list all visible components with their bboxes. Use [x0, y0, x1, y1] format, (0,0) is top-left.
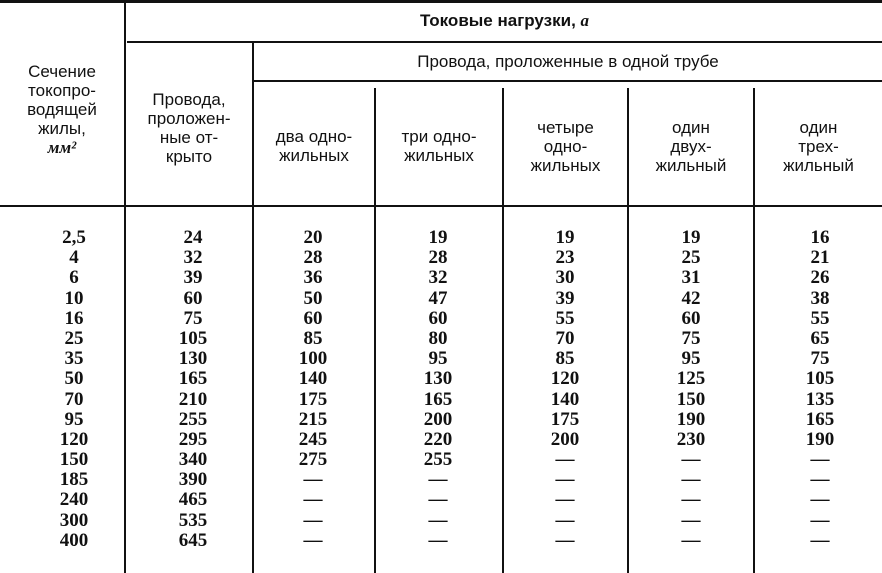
three-single-line-1: три одно-	[401, 127, 477, 146]
table-cell: 47	[428, 287, 448, 309]
table-cell: 240	[59, 489, 89, 511]
table-cell: 19	[681, 227, 701, 248]
table-cell: 645	[178, 529, 208, 551]
column-two-single	[253, 228, 373, 551]
table-cell: —	[810, 509, 830, 531]
table-cell: 19	[428, 227, 448, 248]
two-single-line-1: два одно-	[275, 127, 353, 146]
table-cell: —	[428, 509, 448, 531]
table-cell: 275	[298, 449, 328, 471]
table-cell: 55	[810, 307, 830, 329]
table-cell: 32	[428, 267, 448, 289]
table-cell: —	[303, 509, 323, 531]
section-label-line-4: жилы,	[38, 119, 86, 138]
section-label-line-2: токопро-	[28, 81, 96, 100]
table-cell: 36	[303, 267, 323, 289]
table-cell: 21	[810, 247, 830, 269]
table-cell: 19	[555, 227, 575, 248]
one-three-core-header	[755, 118, 882, 175]
table-cell: 300	[59, 509, 89, 531]
table-cell: 215	[298, 408, 328, 430]
table-cell: —	[681, 469, 701, 491]
table-cell: 120	[550, 368, 580, 390]
current-loads-label: Токовые нагрузки,	[419, 11, 576, 30]
table-cell: 105	[805, 368, 835, 390]
one-two-core-line-1: один	[672, 118, 710, 137]
two-single-header	[254, 127, 374, 165]
column-three-single	[378, 228, 498, 551]
table-cell: —	[303, 529, 323, 551]
table-cell: 175	[550, 408, 580, 430]
table-cell: 85	[555, 348, 575, 370]
table-cell: 60	[183, 287, 203, 309]
table-cell: 80	[428, 327, 448, 349]
table-cell: 295	[178, 428, 208, 450]
one-three-core-line-1: один	[799, 118, 838, 137]
four-single-line-2: одно-	[543, 137, 588, 156]
table-cell: 130	[178, 348, 208, 370]
column-four-single	[505, 228, 625, 551]
table-cell: 75	[681, 327, 701, 349]
open-wires-line-3: ные от-	[159, 128, 219, 147]
section-label-line-3: водящей	[27, 100, 97, 119]
table-cell: 16	[64, 307, 84, 329]
table-cell: —	[303, 489, 323, 511]
table-cell: 32	[183, 247, 203, 269]
table-cell: 25	[681, 247, 701, 269]
table-cell: 30	[555, 267, 575, 289]
table-cell: 26	[810, 267, 830, 289]
table-cell: —	[555, 529, 575, 551]
table-cell: 200	[423, 408, 453, 430]
table-cell: 85	[303, 327, 323, 349]
three-single-header	[376, 127, 502, 165]
table-cell: 60	[303, 307, 323, 329]
table-cell: 95	[681, 348, 701, 370]
top-rule	[0, 0, 882, 3]
open-wires-line-2: проложен-	[147, 109, 231, 128]
four-single-line-3: жильных	[530, 156, 601, 175]
table-cell: 100	[298, 348, 328, 370]
table-cell: 28	[428, 247, 448, 269]
table-cell: 135	[805, 388, 835, 410]
three-single-line-2: жильных	[404, 146, 474, 165]
table-cell: —	[810, 449, 830, 471]
table-cell: 165	[423, 388, 453, 410]
table-cell: —	[428, 489, 448, 511]
table-cell: 31	[681, 267, 701, 289]
table-cell: 245	[298, 428, 328, 450]
table-cell: 400	[59, 529, 89, 551]
table-cell: 95	[428, 348, 448, 370]
table-cell: 255	[423, 449, 453, 471]
table-cell: 60	[681, 307, 701, 329]
column-one-two-core	[631, 228, 751, 551]
one-three-core-line-2: трех-	[798, 137, 839, 156]
table-cell: —	[555, 509, 575, 531]
table-cell: 130	[423, 368, 453, 390]
one-pipe-underline	[254, 80, 882, 82]
table-cell: 65	[810, 327, 830, 349]
table-cell: 390	[178, 469, 208, 491]
section-label-unit: мм²	[47, 138, 77, 157]
table-cell: 4	[69, 247, 79, 269]
table-cell: 140	[550, 388, 580, 410]
section-label-line-1: Сечение	[28, 62, 96, 81]
open-wires-line-4: крыто	[165, 147, 213, 166]
header-bottom-rule	[0, 205, 882, 207]
table-cell: 75	[183, 307, 203, 329]
table-cell: 105	[178, 327, 208, 349]
table-cell: 42	[681, 287, 701, 309]
table-cell: 55	[555, 307, 575, 329]
column-one-three-core	[760, 228, 880, 551]
table-cell: —	[555, 469, 575, 491]
current-loads-underline	[127, 41, 882, 43]
table-cell: —	[681, 489, 701, 511]
table-cell: 23	[555, 247, 575, 269]
table-cell: —	[810, 469, 830, 491]
table-cell: 2,5	[62, 227, 86, 248]
table-cell: —	[681, 509, 701, 531]
table-cell: 28	[303, 247, 323, 269]
open-wires-header	[126, 90, 252, 166]
table-cell: 165	[805, 408, 835, 430]
column-cross-section	[34, 228, 114, 551]
table-cell: 150	[59, 449, 89, 471]
table-cell: 230	[676, 428, 706, 450]
two-single-line-2: жильных	[279, 146, 349, 165]
current-loads-unit: а	[580, 11, 590, 30]
table-cell: 60	[428, 307, 448, 329]
table-cell: 185	[59, 469, 89, 491]
table-cell: 16	[810, 227, 830, 248]
table-cell: 39	[555, 287, 575, 309]
one-two-core-line-2: двух-	[670, 137, 712, 156]
four-single-header	[504, 118, 627, 175]
table-cell: 190	[805, 428, 835, 450]
current-loads-title	[127, 11, 882, 30]
table-cell: 24	[183, 227, 203, 248]
table-cell: —	[810, 489, 830, 511]
table-cell: 200	[550, 428, 580, 450]
table-cell: —	[681, 449, 701, 471]
open-wires-line-1: Провода,	[152, 90, 226, 109]
in-one-pipe-title: Провода, проложенные в одной трубе	[417, 52, 719, 71]
table-cell: 220	[423, 428, 453, 450]
table-cell: 210	[178, 388, 208, 410]
table-cell: 50	[64, 368, 84, 390]
table-cell: 25	[64, 327, 84, 349]
table-cell: —	[681, 529, 701, 551]
one-three-core-line-3: жильный	[783, 156, 854, 175]
table-cell: —	[428, 529, 448, 551]
table-cell: —	[428, 469, 448, 491]
table-cell: 125	[676, 368, 706, 390]
table-cell: —	[555, 449, 575, 471]
column-divider-1	[124, 3, 126, 573]
table-cell: —	[555, 489, 575, 511]
table-cell: 165	[178, 368, 208, 390]
table-cell: 75	[810, 348, 830, 370]
table-cell: 175	[298, 388, 328, 410]
table-cell: 140	[298, 368, 328, 390]
table-cell: 255	[178, 408, 208, 430]
one-two-core-line-3: жильный	[655, 156, 727, 175]
table-cell: 340	[178, 449, 208, 471]
table-cell: 35	[64, 348, 84, 370]
table-cell: 70	[555, 327, 575, 349]
column-open-wires	[133, 228, 253, 551]
table-cell: —	[810, 529, 830, 551]
table-cell: 50	[303, 287, 323, 309]
table-cell: 120	[59, 428, 89, 450]
table-cell: 190	[676, 408, 706, 430]
table-cell: 70	[64, 388, 84, 410]
table-cell: 10	[64, 287, 84, 309]
table-cell: —	[303, 469, 323, 491]
four-single-line-1: четыре	[537, 118, 594, 137]
table-cell: 465	[178, 489, 208, 511]
table-cell: 38	[810, 287, 830, 309]
section-label	[0, 62, 124, 157]
table-cell: 6	[69, 267, 79, 289]
table-cell: 20	[303, 227, 323, 248]
table-cell: 39	[183, 267, 203, 289]
table-cell: 150	[676, 388, 706, 410]
table-cell: 95	[64, 408, 84, 430]
table-cell: 535	[178, 509, 208, 531]
one-two-core-header	[629, 118, 753, 175]
